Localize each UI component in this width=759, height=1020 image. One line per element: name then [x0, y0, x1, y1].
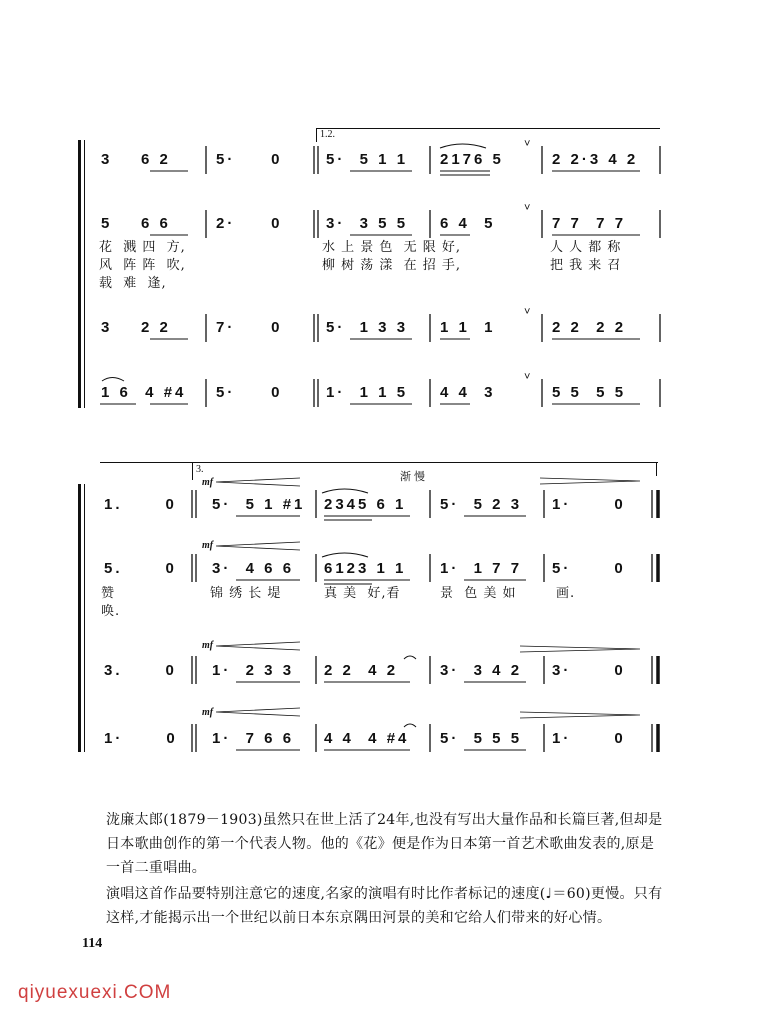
s2-part3-m4: 3· 3 4 2 [440, 662, 523, 679]
s1-part2-m1: 5 6 6 [101, 215, 171, 232]
dynamic-mf-1: mf [202, 477, 214, 488]
slurs [102, 144, 486, 727]
s1-part2-m5: 7 7 7 7 [552, 215, 627, 232]
s2-part2-m1: 5. 0 [104, 560, 177, 577]
svg-text:˅: ˅ [524, 306, 531, 318]
s2-part1-m5: 1· 0 [552, 496, 626, 513]
s1-part2-m4: 6 4 5 [440, 215, 496, 232]
s2-part4-m4: 5· 5 5 5 [440, 730, 523, 747]
s2-part3-m2: 1· 2 3 3 [212, 662, 295, 679]
s2-part3-m5: 3· 0 [552, 662, 626, 679]
s2-lyric-1a: 赞 [101, 586, 116, 601]
s1-part3-m5: 2 2 2 2 [552, 319, 627, 336]
s2-lyric-1e: 画. [556, 586, 576, 601]
s1-part1-m1: 3 6 2 [101, 151, 171, 168]
s2-part2-m4: 1· 1 7 7 [440, 560, 523, 577]
s2-part1-m2: 5· 5 1 #1 [212, 496, 306, 513]
volta-3-label: 3. [196, 464, 204, 475]
s2-lyric-2a: 唤. [101, 604, 121, 619]
s2-lyric-1d: 景 色 美 如 [440, 586, 517, 601]
page-number: 114 [82, 936, 103, 951]
s2-part4-m1: 1· 0 [104, 730, 178, 747]
s2-part3-m1: 3. 0 [104, 662, 177, 679]
s1-part3-m1: 3 2 2 [101, 319, 171, 336]
s1-part3-m3: 5· 1 3 3 [326, 319, 409, 336]
s1-part2-m2: 2· 0 [216, 215, 283, 232]
s2-lyric-1b: 锦 绣 长 堤 [210, 586, 282, 601]
s2-part2-m2: 3· 4 6 6 [212, 560, 295, 577]
breath-marks [524, 138, 530, 383]
s1-part4-m4: 4 4 3 [440, 384, 496, 401]
watermark-text: qiyuexuexi.COM [18, 982, 172, 1003]
s1-lyric-3a: 载 难 逢, [99, 276, 167, 291]
s2-part2-m3: 6123 1 1 [324, 560, 407, 577]
s2-part1-m1: 1. 0 [104, 496, 177, 513]
s1-lyric-2e: 把 我 来 召 [550, 258, 622, 273]
s1-part1-m5: 2 2·3 4 2 [552, 151, 639, 168]
barlines [192, 146, 660, 752]
s1-lyric-1a: 花 溅 四 方, [99, 240, 186, 255]
s2-part2-m5: 5· 0 [552, 560, 626, 577]
svg-text:˅: ˅ [524, 371, 531, 383]
s1-part4-m1: 1 6 4 #4 [101, 384, 187, 401]
s2-lyric-1c: 真 美 好,看 [324, 586, 401, 601]
s2-part1-m4: 5· 5 2 3 [440, 496, 523, 513]
s1-part4-m5: 5 5 5 5 [552, 384, 627, 401]
beams [100, 171, 640, 750]
s1-part3-m2: 7· 0 [216, 319, 283, 336]
s2-part4-m5: 1· 0 [552, 730, 626, 747]
svg-text:˅: ˅ [524, 202, 531, 214]
dynamic-mf-3: mf [202, 640, 214, 651]
volta-1-label: 1.2. [320, 129, 335, 140]
s1-lyric-2c: 柳 树 荡 漾 在 招 手, [322, 258, 462, 273]
s1-part4-m3: 1· 1 1 5 [326, 384, 409, 401]
s1-part1-m2: 5· 0 [216, 151, 283, 168]
s1-part1-m3: 5· 5 1 1 [326, 151, 409, 168]
s1-lyric-1e: 人 人 都 称 [550, 240, 622, 255]
s2-part3-m3: 2 2 4 2 [324, 662, 399, 679]
s2-part1-m3: 2345 6 1 [324, 496, 407, 513]
s1-part3-m4: 1 1 1 [440, 319, 496, 336]
s1-part1-m4: 2176 5 [440, 151, 504, 168]
s1-lyric-2a: 风 阵 阵 吹, [99, 258, 186, 273]
dynamic-mf-2: mf [202, 540, 214, 551]
paragraph-2: 演唱这首作品要特别注意它的速度,名家的演唱有时比作者标记的速度(♩＝60)更慢。只有这样,才能揭示出一个世纪以前日本东京隅田河景的美和它给人们带来的好心情。 [106, 886, 663, 926]
s2-part4-m2: 1· 7 6 6 [212, 730, 295, 747]
s2-part4-m3: 4 4 4 #4 [324, 730, 410, 747]
dynamic-mf-4: mf [202, 707, 214, 718]
tempo-marking: 渐慢 [400, 470, 428, 483]
s1-part2-m3: 3· 3 5 5 [326, 215, 409, 232]
svg-text:˅: ˅ [524, 138, 531, 150]
paragraph-1: 泷廉太郎(1879－1903)虽然只在世上活了24年,也没有写出大量作品和长篇巨著,但却是日本歌曲创作的第一个代表人物。他的《花》便是作为日本第一首艺术歌曲发表的,原是一首二重唱曲。 [106, 812, 663, 876]
s1-lyric-1c: 水 上 景 色 无 限 好, [322, 240, 462, 255]
s1-part4-m2: 5· 0 [216, 384, 283, 401]
